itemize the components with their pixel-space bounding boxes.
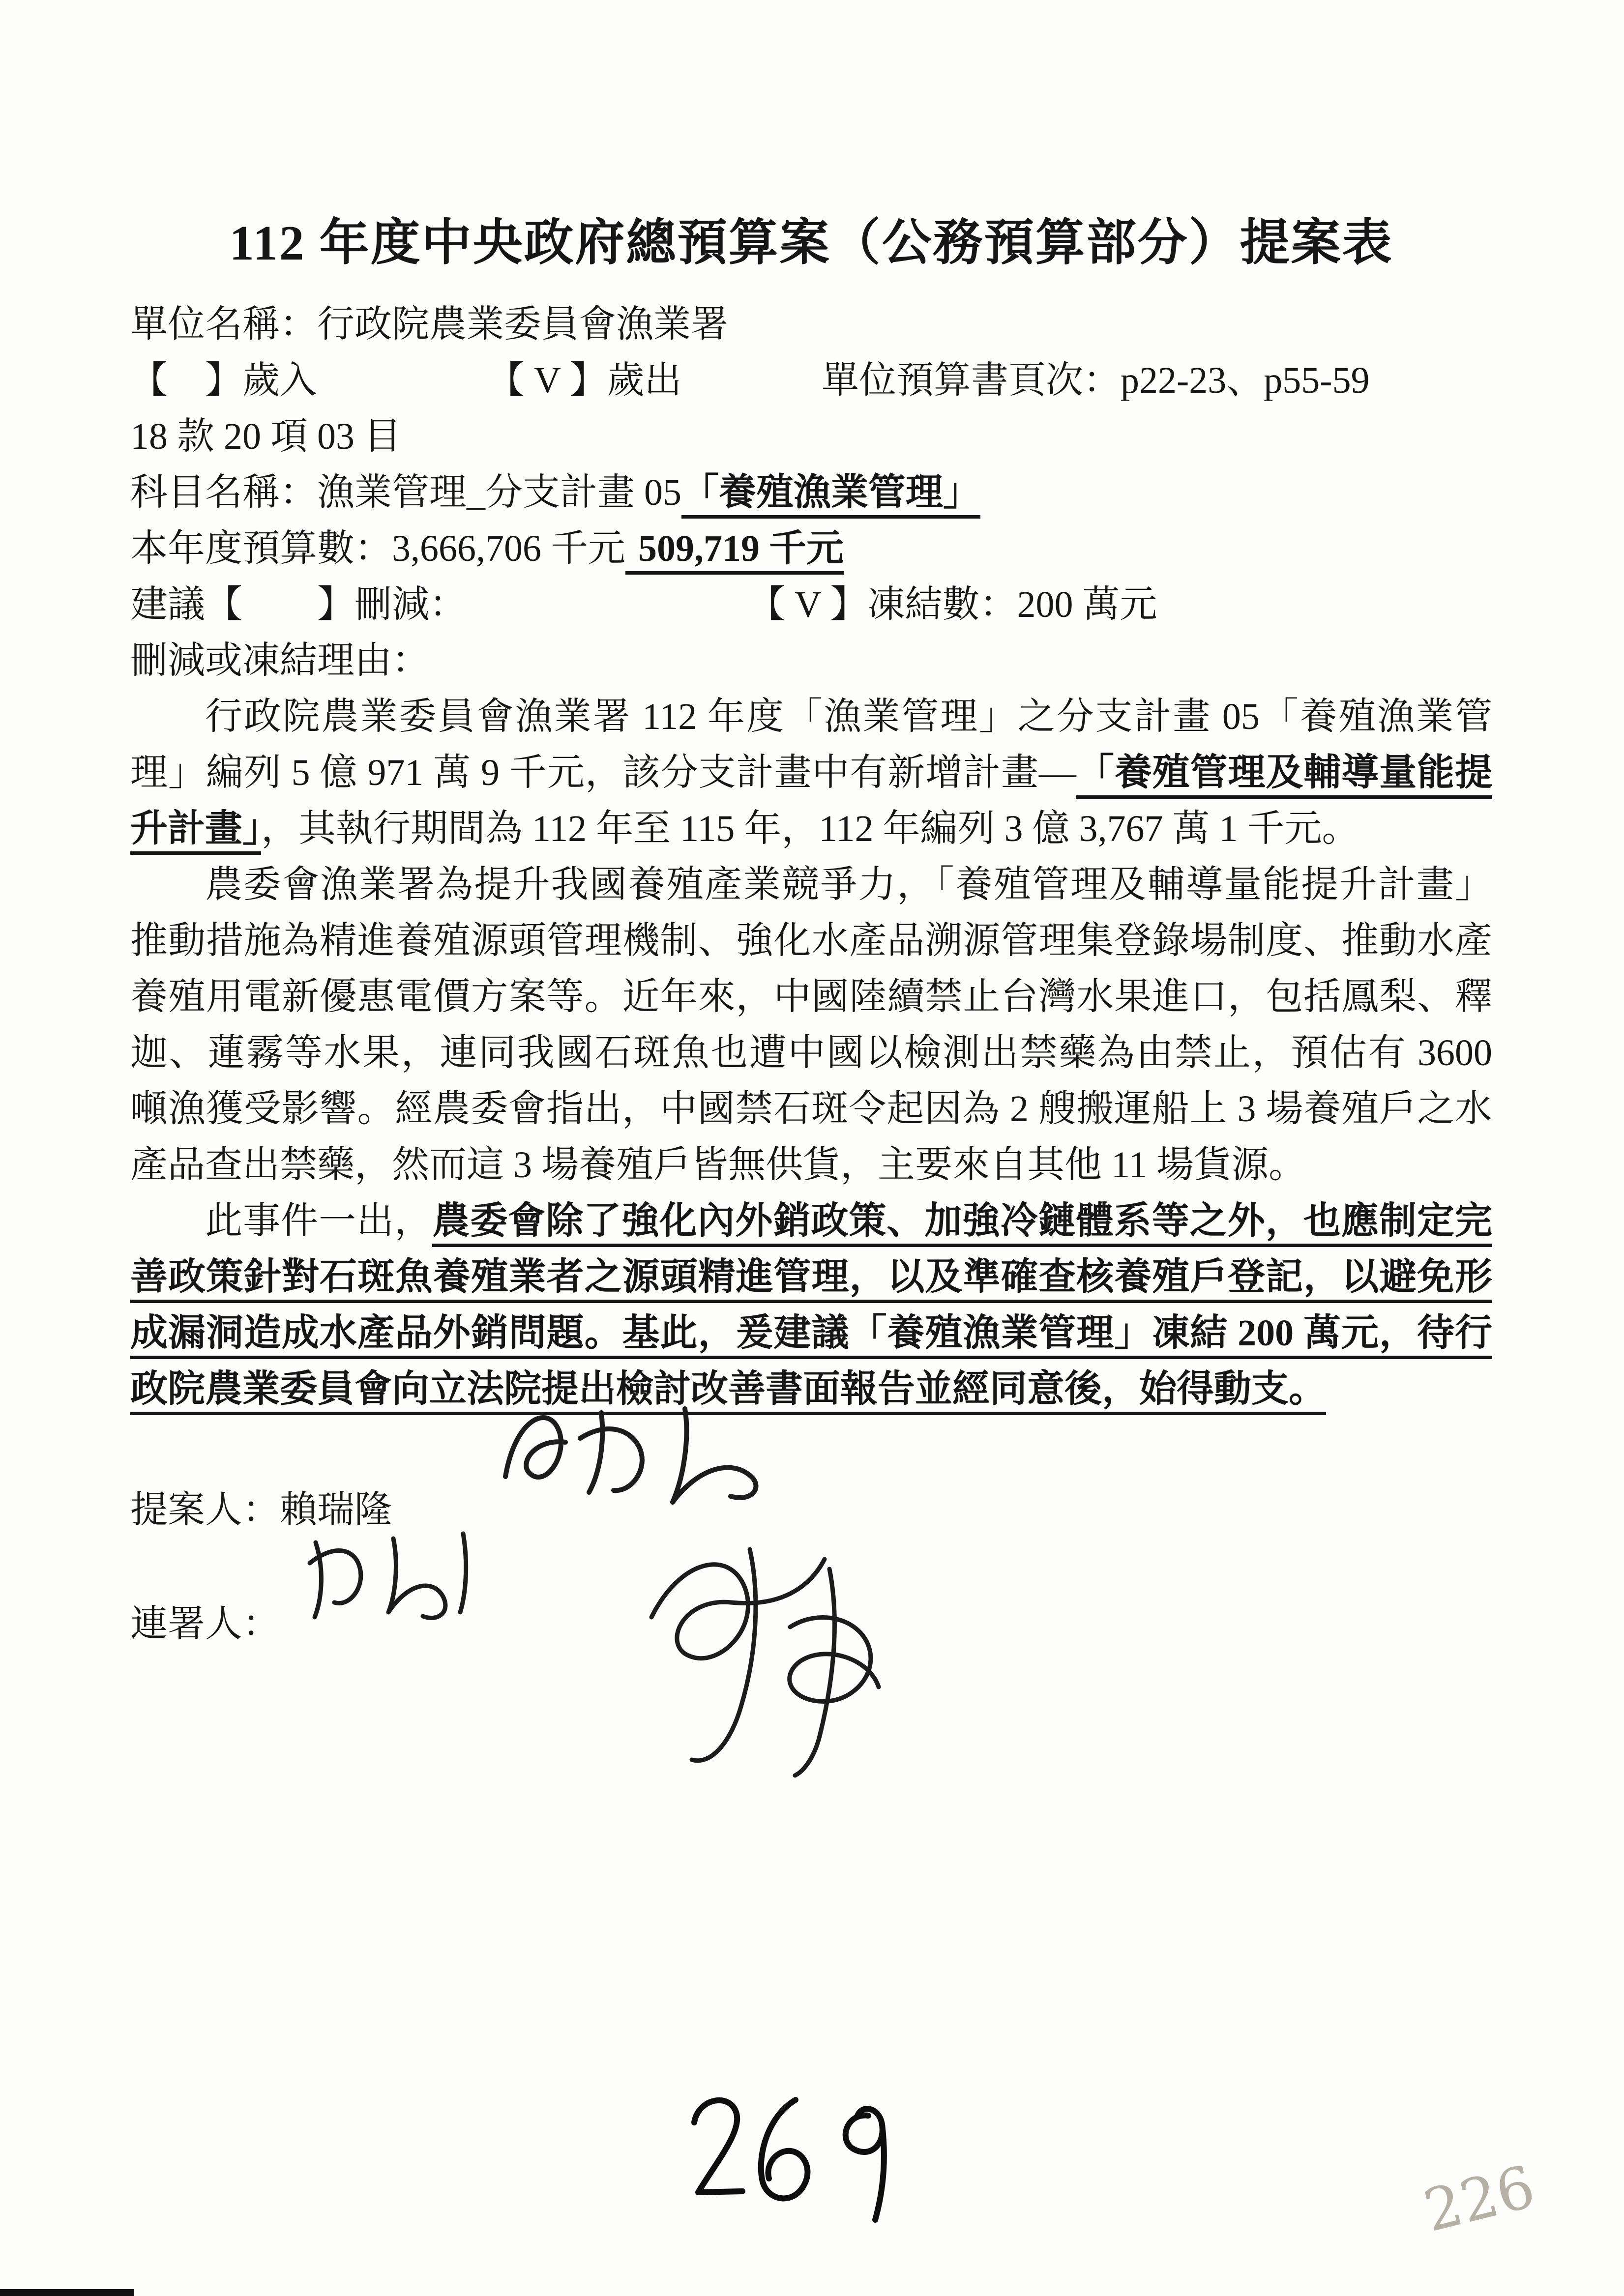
subject-name-prefix: 科目名稱：漁業管理_分支計畫 05 [130, 472, 681, 513]
item-code-line: 18 款 20 項 03 目 [130, 416, 401, 457]
budget-type-line [130, 352, 1492, 408]
freeze-checkbox: 【 V 】凍結數：200 萬元 [748, 584, 1157, 625]
text-segment: ，其執行期間為 112 年至 115 年，112 年編列 3 億 3,767 萬 1 千元。 [261, 808, 1359, 849]
reason-label: 刪減或凍結理由： [130, 640, 429, 681]
reason-paragraph-3 [130, 1193, 1492, 1417]
subject-name-line [130, 465, 1492, 521]
cosigner-signature-2-ink [602, 1529, 907, 1794]
annual-budget-prefix: 本年度預算數：3,666,706 千元 [130, 528, 625, 569]
proposal-line [130, 577, 1492, 633]
scan-edge-artifact [0, 2289, 134, 2296]
proposer-name: 賴瑞隆 [280, 1489, 392, 1531]
text-segment: 此事件一出， [205, 1200, 433, 1242]
highlighted-conclusion: 農委會除了強化內外銷政策、加強冷鏈體系等之外，也應制定完善政策針對石斑魚養殖業者之源頭精進管理，以及準確查核養殖戶登記，以避免形成漏洞造成水產品外銷問題。基此，爰建議「養殖漁業管理」凍結 200 萬元，待行政院農業委員會向立法院提出檢討改善書面報告並經同意後，始得動支。 [130, 1200, 1492, 1415]
revenue-checkbox: 【 】歲入 [130, 360, 317, 401]
reason-paragraph-1 [130, 689, 1492, 857]
highlighted-plan-name: 「養殖管理及輔導量能提升計畫」 [130, 752, 1492, 855]
document-title: 112 年度中央政府總預算案（公務預算部分）提案表 [229, 215, 1393, 270]
handwritten-page-number [673, 2083, 899, 2226]
text-segment: 行政院農業委員會漁業署 112 年度「漁業管理」之分支計畫 05「養殖漁業管理」編列 5 億 971 萬 9 千元，該分支計畫中有新增計畫— [130, 696, 1492, 793]
cosigner-signature-1-ink [295, 1513, 511, 1636]
corner-handwritten-note: 226 [1417, 2152, 1541, 2245]
proposer-label: 提案人： [130, 1489, 280, 1531]
cut-checkbox: 建議【 】刪減： [130, 584, 467, 625]
subject-name-highlight: 「養殖漁業管理」 [681, 472, 980, 519]
annual-budget-line [130, 521, 1492, 577]
budget-page-reference: 單位預算書頁次：p22-23、p55-59 [822, 360, 1370, 401]
expenditure-checkbox: 【 V 】歲出 [487, 360, 682, 401]
reason-paragraph-2 [130, 857, 1492, 1193]
unit-name-line: 單位名稱：行政院農業委員會漁業署 [130, 304, 728, 345]
text-segment: 農委會漁業署為提升我國養殖產業競爭力，「養殖管理及輔導量能提升計畫」推動措施為精進養殖源頭管理機制、強化水產品溯源管理集登錄場制度、推動水產養殖用電新優惠電價方案等。近年來，中國陸續禁止台灣水果進口，包括鳳梨、釋迦、蓮霧等水果，連同我國石斑魚也遭中國以檢測出禁藥為由禁止，預估有 3600 噸漁獲受影響。經農委會指出，中國禁石斑令起因為 2 艘搬運船上 3 場養殖戶之水產品查出禁藥，然而這 3 場養殖戶皆無供貨，主要來自其他 11 場貨源。 [130, 864, 1492, 1186]
annual-budget-highlight: 509,719 千元 [625, 528, 844, 575]
cosigner-label: 連署人： [130, 1603, 280, 1645]
proposer-signature-ink [476, 1378, 791, 1526]
